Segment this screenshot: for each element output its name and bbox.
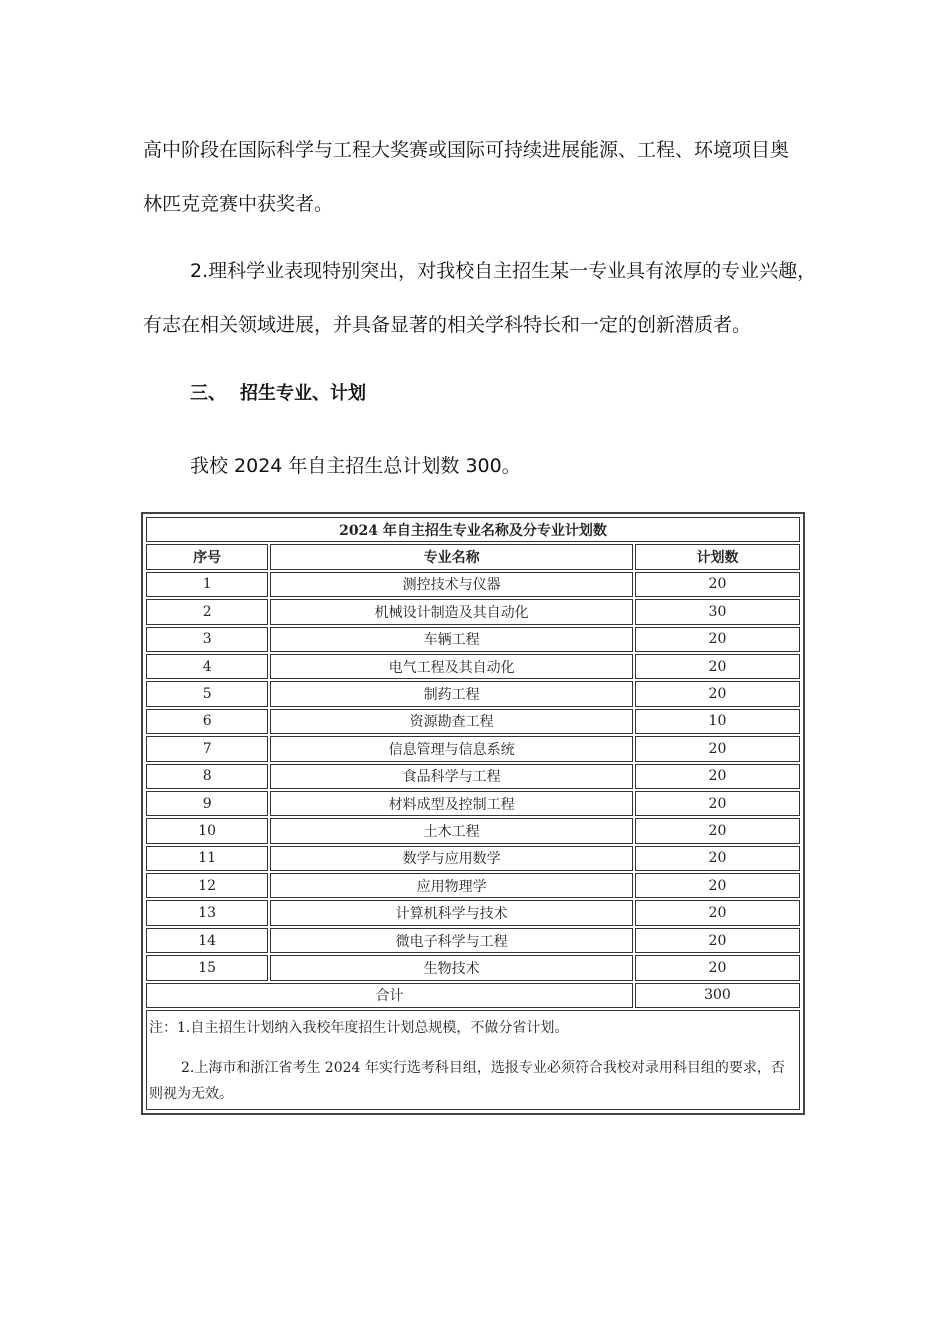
section-heading xyxy=(190,378,366,410)
table-row xyxy=(146,681,800,706)
row-major: 机械设计制造及其自动化 xyxy=(270,599,633,624)
row-major: 电气工程及其自动化 xyxy=(270,654,633,679)
table-row xyxy=(146,900,800,925)
row-count: 20 xyxy=(635,873,800,898)
row-index: 15 xyxy=(146,955,268,980)
row-major: 数学与应用数学 xyxy=(270,846,633,871)
row-major: 制药工程 xyxy=(270,681,633,706)
row-major: 资源勘查工程 xyxy=(270,709,633,734)
row-major: 生物技术 xyxy=(270,955,633,980)
table-row xyxy=(146,572,800,597)
row-count: 20 xyxy=(635,572,800,597)
paragraph-line: 林匹克竞赛中获奖者。 xyxy=(143,193,334,215)
row-major: 食品科学与工程 xyxy=(270,764,633,789)
paragraph-line: 高中阶段在国际科学与工程大奖赛或国际可持续进展能源、工程、环境项目奥 xyxy=(143,139,790,161)
paragraph-line: 2.理科学业表现特别突出，对我校自主招生某一专业具有浓厚的专业兴趣， xyxy=(190,260,817,282)
row-count: 20 xyxy=(635,627,800,652)
row-count: 20 xyxy=(635,764,800,789)
row-index: 1 xyxy=(146,572,268,597)
row-count: 20 xyxy=(635,955,800,980)
row-count: 20 xyxy=(635,900,800,925)
header-count: 计划数 xyxy=(635,544,800,569)
row-major: 信息管理与信息系统 xyxy=(270,736,633,761)
table-row xyxy=(146,736,800,761)
row-index: 14 xyxy=(146,928,268,953)
table-row xyxy=(146,599,800,624)
row-major: 车辆工程 xyxy=(270,627,633,652)
table-caption: 2024 年自主招生专业名称及分专业计划数 xyxy=(146,517,800,542)
row-count: 10 xyxy=(635,709,800,734)
plan-table xyxy=(144,515,802,1112)
row-count: 20 xyxy=(635,736,800,761)
table-notes-row xyxy=(146,1010,800,1110)
table-row xyxy=(146,818,800,843)
table-row xyxy=(146,627,800,652)
total-value: 300 xyxy=(635,983,800,1008)
row-index: 5 xyxy=(146,681,268,706)
paragraph-line: 有志在相关领域进展，并具备显著的相关学科特长和一定的创新潜质者。 xyxy=(143,314,752,336)
row-index: 4 xyxy=(146,654,268,679)
row-major: 材料成型及控制工程 xyxy=(270,791,633,816)
table-row xyxy=(146,709,800,734)
header-name: 专业名称 xyxy=(270,544,633,569)
row-count: 30 xyxy=(635,599,800,624)
row-index: 3 xyxy=(146,627,268,652)
row-index: 13 xyxy=(146,900,268,925)
table-row xyxy=(146,955,800,980)
table-row xyxy=(146,928,800,953)
row-major: 计算机科学与技术 xyxy=(270,900,633,925)
plan-table-frame xyxy=(141,512,805,1115)
row-index: 6 xyxy=(146,709,268,734)
row-count: 20 xyxy=(635,791,800,816)
row-index: 7 xyxy=(146,736,268,761)
row-count: 20 xyxy=(635,928,800,953)
row-major: 测控技术与仪器 xyxy=(270,572,633,597)
paragraph-award-winners xyxy=(143,123,813,231)
table-row xyxy=(146,654,800,679)
row-index: 10 xyxy=(146,818,268,843)
table-row xyxy=(146,791,800,816)
row-index: 2 xyxy=(146,599,268,624)
row-index: 12 xyxy=(146,873,268,898)
intro-total-plan: 我校 2024 年自主招生总计划数 300。 xyxy=(190,455,521,477)
header-index: 序号 xyxy=(146,544,268,569)
row-count: 20 xyxy=(635,654,800,679)
total-label: 合计 xyxy=(146,983,633,1008)
row-major: 微电子科学与工程 xyxy=(270,928,633,953)
table-row xyxy=(146,846,800,871)
row-major: 土木工程 xyxy=(270,818,633,843)
paragraph-science-talent xyxy=(143,244,817,352)
table-row xyxy=(146,873,800,898)
section-title: 招生专业、计划 xyxy=(240,383,366,404)
table-notes xyxy=(146,1010,800,1110)
row-major: 应用物理学 xyxy=(270,873,633,898)
table-row xyxy=(146,764,800,789)
note-2: 2.上海市和浙江省考生 2024 年实行选考科目组，选报专业必须符合我校对录用科目组的要求，否则视为无效。 xyxy=(149,1060,785,1103)
table-total-row xyxy=(146,983,800,1008)
note-1: 注：1.自主招生计划纳入我校年度招生计划总规模，不做分省计划。 xyxy=(149,1020,569,1037)
row-count: 20 xyxy=(635,681,800,706)
row-index: 11 xyxy=(146,846,268,871)
table-header-row xyxy=(146,544,800,569)
row-index: 9 xyxy=(146,791,268,816)
row-count: 20 xyxy=(635,846,800,871)
row-count: 20 xyxy=(635,818,800,843)
table-caption-row xyxy=(146,517,800,542)
section-number: 三、 xyxy=(190,383,226,404)
row-index: 8 xyxy=(146,764,268,789)
